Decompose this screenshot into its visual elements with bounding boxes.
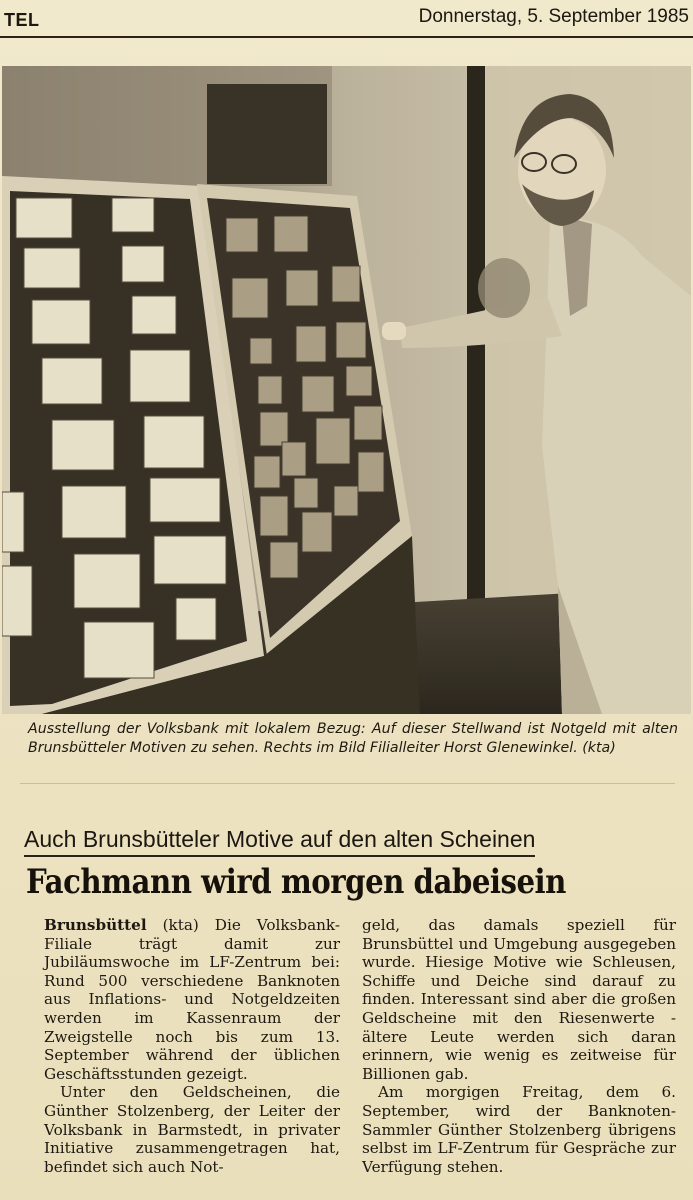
section-title-fragment: TEL — [4, 10, 40, 30]
article-column-right — [362, 916, 676, 1176]
article-paragraph: Am morgigen Freitag, dem 6. September, wird der Banknoten-Sammler Günther Stolzenberg übrigens selbst im LF-Zentrum für Gespräche zur Verfügung stehen. — [362, 1083, 676, 1176]
paragraph-text: (kta) Die Volksbank-Filiale trägt damit zur Jubiläumswoche im LF-Zentrum bei: Rund 500 verschiedene Banknoten aus Inflations- und Notgeldzeiten werden im Kassenraum der Zweigstelle noch bis zum 13. September während der üblichen Geschäftsstunden gezeigt. — [44, 916, 340, 1083]
caption-divider — [20, 783, 675, 784]
page-header — [0, 0, 693, 38]
photo-caption: Ausstellung der Volksbank mit lokalem Bezug: Auf dieser Stellwand ist Notgeld mit alten Brunsbütteler Motiven zu sehen. Rechts im Bild Filialleiter Horst Glenewinkel. (kta) — [28, 721, 678, 756]
issue-date: Donnerstag, 5. September 1985 — [418, 6, 689, 27]
article-paragraph: Unter den Geldscheinen, die Günther Stolzenberg, der Leiter der Volksbank in Barmstedt, in privater Initiative zusammengetragen hat, befindet sich auch Not- — [44, 1083, 340, 1176]
article-dateline: Brunsbüttel — [44, 916, 147, 934]
article-kicker: Auch Brunsbütteler Motive auf den alten Scheinen — [24, 826, 535, 857]
article-paragraph: geld, das damals speziell für Brunsbüttel und Umgebung ausgegeben wurde. Hiesige Motive wie Schleusen, Schiffe und Deiche sind darauf zu finden. Interessant sind aber die großen Geldscheine mit den Riesenwerte - ältere Leute werden sich daran erinnern, wie wenig es zeitweise für Billionen gab. — [362, 916, 676, 1083]
article-photo — [2, 66, 691, 714]
article-headline: Fachmann wird morgen dabeisein — [26, 862, 566, 902]
article-paragraph — [44, 916, 340, 1083]
article-column-left — [44, 916, 340, 1176]
